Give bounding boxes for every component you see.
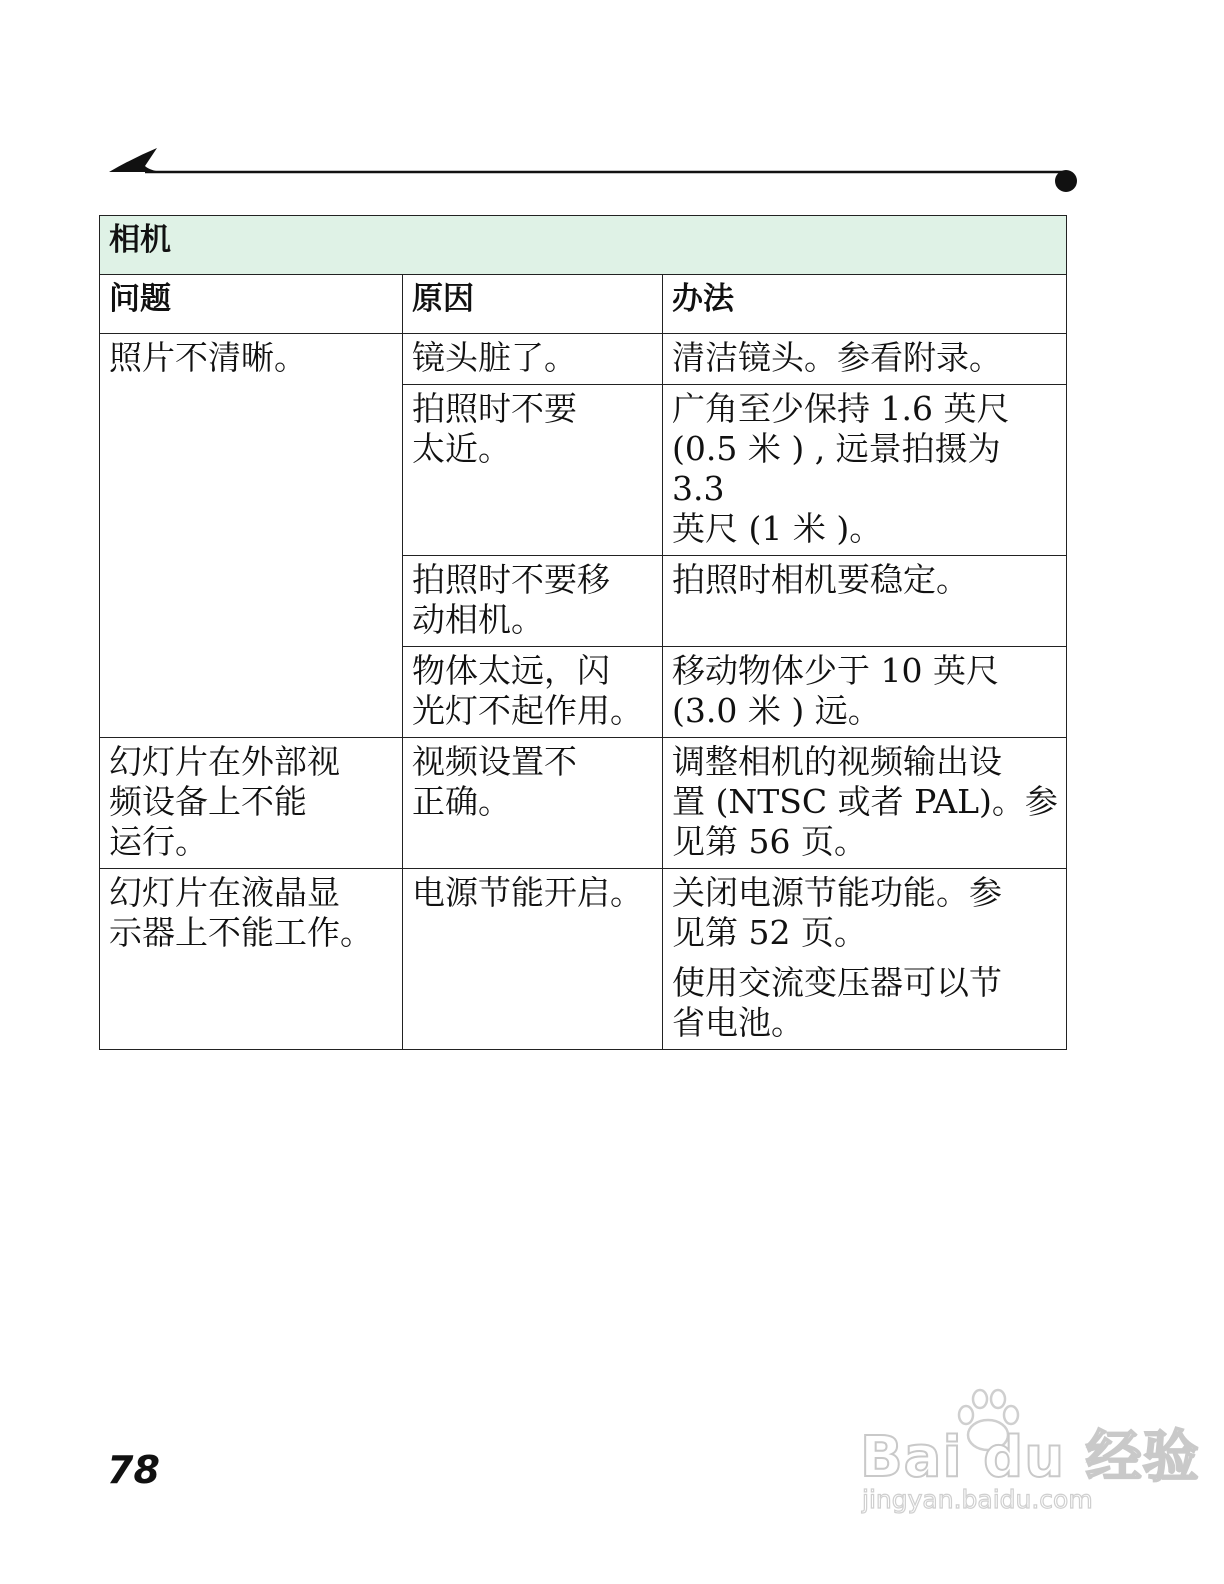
baidu-watermark (860, 1385, 1200, 1525)
table-row (100, 869, 1067, 1050)
solution-text: 移动物体少于 10 英尺 (3.0 米 ) 远。 (672, 651, 999, 730)
watermark-url: jingyan.baidu.com (862, 1485, 1093, 1514)
header-problem: 问题 (100, 275, 403, 334)
solution-cell (663, 556, 1067, 647)
table-row (100, 738, 1067, 869)
problem-text: 幻灯片在外部视 频设备上不能 运行。 (109, 742, 340, 861)
header-dot-icon (1055, 170, 1077, 192)
cause-text: 拍照时不要移 动相机。 (412, 560, 610, 639)
cause-cell (403, 334, 663, 385)
header-cause: 原因 (403, 275, 663, 334)
solution-extra-text: 使用交流变压器可以节 省电池。 (672, 963, 1002, 1042)
cause-cell (403, 385, 663, 556)
cause-text: 镜头脏了。 (412, 338, 577, 377)
solution-text: 清洁镜头。参看附录。 (672, 338, 1002, 377)
cause-text: 视频设置不 正确。 (412, 742, 577, 821)
solution-text: 广角至少保持 1.6 英尺 (0.5 米 ) , 远景拍摄为 3.3 英尺 (1 米 )。 (672, 389, 1010, 548)
solution-cell (663, 738, 1067, 869)
problem-text: 照片不清晰。 (109, 338, 307, 377)
header-rule (105, 140, 1085, 200)
page-number: 78 (107, 1448, 160, 1492)
solution-cell (663, 334, 1067, 385)
solution-text: 调整相机的视频输出设 置 (NTSC 或者 PAL)。参 见第 56 页。 (672, 742, 1058, 861)
problem-text: 幻灯片在液晶显 示器上不能工作。 (109, 873, 373, 952)
cause-cell (403, 647, 663, 738)
cause-text: 拍照时不要 太近。 (412, 389, 577, 468)
solution-text: 拍照时相机要稳定。 (672, 560, 969, 599)
watermark-brand: Bai du 经验 (860, 1425, 1200, 1490)
troubleshooting-table (99, 215, 1067, 1050)
cause-text: 电源节能开启。 (412, 873, 643, 912)
solution-cell (663, 385, 1067, 556)
problem-cell (100, 334, 403, 738)
table-row (100, 334, 1067, 385)
problem-cell (100, 869, 403, 1050)
cause-cell (403, 869, 663, 1050)
cause-cell (403, 738, 663, 869)
cause-text: 物体太远，闪 光灯不起作用。 (412, 651, 643, 730)
solution-cell (663, 647, 1067, 738)
solution-text: 关闭电源节能功能。参 见第 52 页。 (672, 873, 1002, 952)
solution-cell (663, 869, 1067, 1050)
cause-cell (403, 556, 663, 647)
section-title: 相机 (100, 216, 1067, 275)
header-solution: 办法 (663, 275, 1067, 334)
problem-cell (100, 738, 403, 869)
